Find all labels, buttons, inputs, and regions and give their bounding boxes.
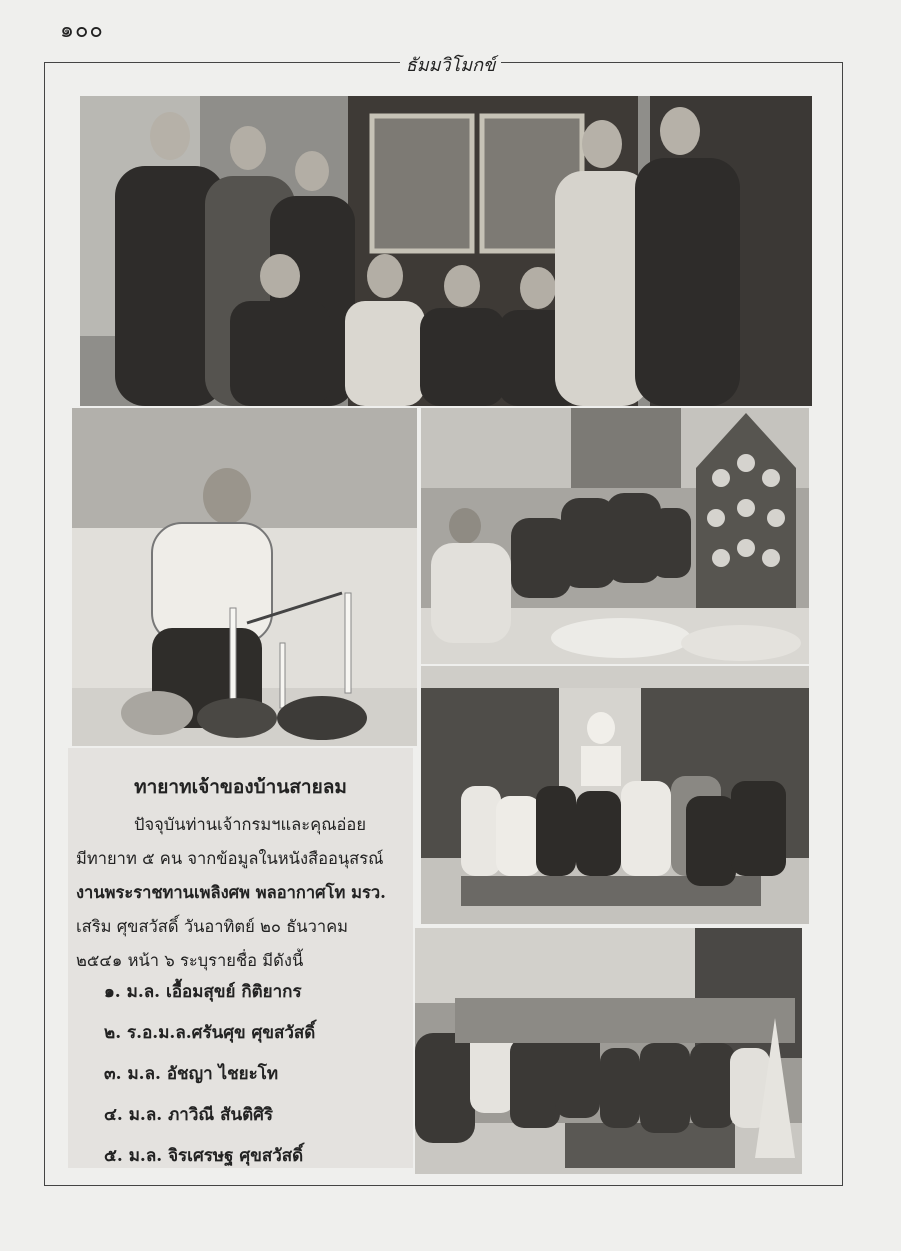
ceremony-offerings-photo (421, 408, 809, 664)
para-line: มีทายาท ๕ คน จากข้อมูลในหนังสืออนุสรณ์ (76, 849, 384, 868)
heirs-list (104, 972, 315, 1177)
list-item: ๑. ม.ล. เอื้อมสุขย์ กิติยากร (104, 982, 302, 1002)
running-header-text: ธัมมวิโมกข์ (400, 55, 502, 76)
para-line: ๒๕๔๑ หน้า ๖ ระบุรายชื่อ มีดังนี้ (76, 951, 304, 970)
list-item: ๔. ม.ล. ภาวิณี สันติศิริ (104, 1105, 274, 1125)
heirs-article (68, 748, 413, 1168)
group-portrait-photo (80, 96, 812, 406)
candle-lighting-photo (72, 408, 417, 746)
page-number: ๑๐๐ (60, 18, 104, 43)
running-header (0, 50, 901, 79)
section-heading: ทายาทเจ้าของบ้านสายลม (134, 776, 347, 798)
para-line: ปัจจุบันท่านเจ้ากรมฯและคุณอ่อย (134, 815, 366, 834)
list-item: ๓. ม.ล. อัชญา ไชยะโท (104, 1064, 279, 1084)
list-item: ๒. ร.อ.ม.ล.ศรันศุข ศุขสวัสดิ์ (104, 1023, 316, 1043)
list-item: ๕. ม.ล. จิรเศรษฐ ศุขสวัสดิ์ (104, 1146, 304, 1166)
article-paragraph (76, 808, 407, 978)
shrine-group-photo (421, 666, 809, 924)
para-line: เสริม ศุขสวัสดิ์ วันอาทิตย์ ๒๐ ธันวาคม (76, 917, 349, 936)
para-line: งานพระราชทานเพลิงศพ พลอากาศโท มรว. (76, 883, 386, 902)
seated-gathering-photo (415, 928, 802, 1174)
